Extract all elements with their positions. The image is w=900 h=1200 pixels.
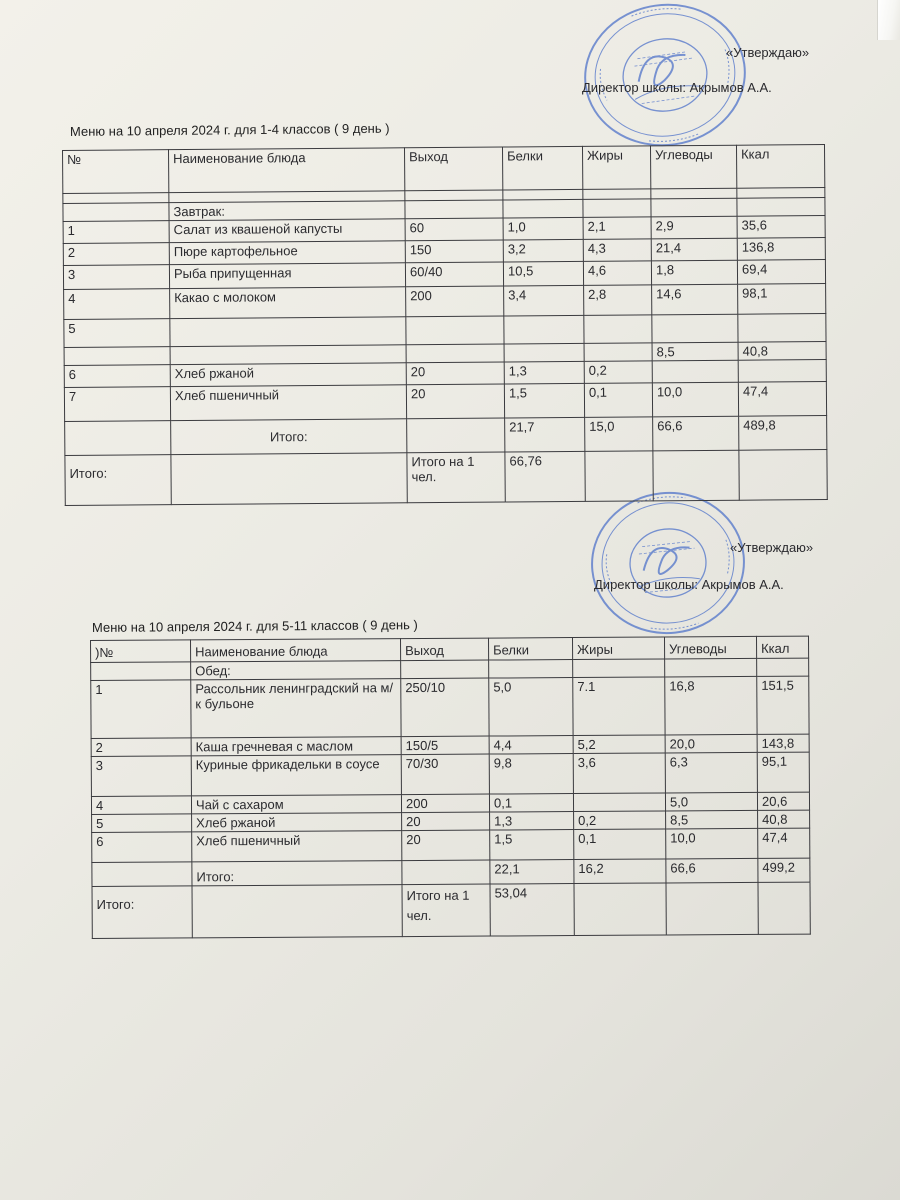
kcal: 95,1 (757, 752, 809, 792)
proteins: 1,5 (504, 383, 584, 418)
total-fats: 16,2 (574, 859, 666, 884)
fats: 4,6 (583, 261, 651, 286)
row-number: 1 (91, 680, 191, 739)
round-seal-bottom (581, 480, 756, 646)
carbs: 16,8 (665, 676, 757, 735)
grand-total-label: Итого: (65, 455, 171, 506)
portion: 20 (406, 384, 504, 419)
proteins: 10,5 (503, 261, 583, 286)
proteins (504, 315, 584, 344)
table-row (91, 752, 809, 796)
dish-name: Хлеб ржаной (192, 813, 402, 832)
director-signature-line: Директор школы: Акрымов А.А. (582, 80, 772, 95)
carbs: 2,9 (651, 216, 737, 239)
header-cell: Жиры (582, 146, 650, 190)
row-number: 2 (63, 243, 169, 266)
dish-name: Куриные фрикадельки в соусе (191, 755, 401, 796)
dish-name: Какао с молоком (170, 287, 406, 319)
portion: 150 (405, 240, 503, 263)
carbs: 8,5 (652, 342, 738, 361)
fats: 3,6 (573, 753, 665, 794)
grand-total-label: Итого: (92, 886, 192, 939)
header-cell: Жиры (572, 637, 664, 660)
total-label: Итого: (171, 419, 407, 455)
header-cell: Выход (400, 638, 488, 661)
proteins: 0,1 (489, 794, 573, 813)
section-label: Завтрак: (169, 201, 405, 221)
row-number: 3 (91, 756, 191, 797)
header-cell: Углеводы (650, 145, 736, 189)
carbs (652, 360, 738, 383)
page-corner (877, 0, 900, 40)
total-label: Итого: (192, 861, 402, 886)
kcal: 143,8 (757, 734, 809, 752)
approval-label: «Утверждаю» (726, 45, 810, 60)
dish-name: Хлеб пшеничный (192, 831, 402, 862)
kcal: 40,8 (738, 342, 826, 361)
portion: 20 (406, 362, 504, 385)
header-cell: Выход (404, 147, 502, 191)
total-proteins: 21,7 (505, 417, 585, 452)
menu-table-1-4 (62, 144, 828, 506)
fats (584, 343, 652, 362)
header-cell: Ккал (756, 636, 808, 658)
menu-title-1-4: Меню на 10 апреля 2024 г. для 1-4 классов ( 9 день ) (69, 120, 390, 139)
per-person-label: Итого на 1 чел. (407, 452, 505, 503)
total-carbs: 66,6 (653, 416, 739, 451)
table-header-row (63, 145, 825, 194)
row-number: 1 (63, 221, 169, 244)
header-cell: Ккал (736, 145, 824, 189)
portion: 70/30 (401, 754, 489, 795)
kcal: 40,8 (758, 810, 810, 828)
kcal: 35,6 (737, 216, 825, 239)
proteins: 1,3 (490, 812, 574, 831)
carbs: 21,4 (651, 238, 737, 261)
carbs: 1,8 (651, 260, 737, 285)
kcal: 47,4 (758, 828, 810, 858)
kcal: 136,8 (737, 238, 825, 261)
section-label: Обед: (191, 661, 401, 680)
header-cell: )№ (91, 640, 191, 663)
fats: 0,1 (574, 829, 666, 860)
proteins: 4,4 (489, 736, 573, 755)
table-row (92, 828, 810, 862)
carbs (652, 314, 738, 343)
total-fats: 15,0 (585, 417, 653, 452)
dish-name: Хлеб ржаной (170, 363, 406, 387)
dish-name: Хлеб пшеничный (170, 385, 406, 421)
portion: 20 (402, 812, 490, 831)
dish-name: Пюре картофельное (169, 241, 405, 265)
dish-name (170, 317, 406, 347)
dish-name (170, 345, 406, 365)
fats: 4,3 (583, 239, 651, 262)
kcal: 47,4 (738, 382, 826, 417)
menu-title-5-11: Меню на 10 апреля 2024 г. для 5-11 классов ( 9 день ) (91, 617, 418, 635)
row-number: 6 (64, 365, 170, 388)
table-row (91, 676, 809, 738)
kcal (738, 360, 826, 383)
carbs: 10,0 (666, 828, 758, 859)
grand-total-row (92, 882, 810, 938)
per-person-label: Итого на 1 чел. (402, 884, 490, 937)
portion: 200 (401, 794, 489, 813)
proteins: 5,0 (489, 678, 573, 737)
fats: 2,1 (583, 217, 651, 240)
portion (406, 316, 504, 345)
fats (584, 315, 652, 344)
row-number (64, 347, 170, 366)
portion (406, 344, 504, 363)
proteins: 1,3 (504, 361, 584, 384)
carbs: 8,5 (666, 810, 758, 829)
grand-total-row (65, 450, 827, 506)
fats: 0,2 (574, 811, 666, 830)
dish-name: Салат из квашеной капусты (169, 219, 405, 243)
row-number: 4 (91, 796, 191, 815)
fats: 2,8 (584, 285, 652, 316)
menu-table-5-11 (90, 636, 811, 939)
carbs: 10,0 (652, 382, 738, 417)
row-number: 4 (64, 289, 170, 320)
proteins: 1,0 (503, 217, 583, 240)
carbs: 20,0 (665, 734, 757, 753)
carbs: 5,0 (665, 792, 757, 811)
proteins: 1,5 (490, 830, 574, 861)
approval-label: «Утверждаю» (730, 540, 814, 555)
fats: 0,1 (584, 383, 652, 418)
dish-name: Каша гречневая с маслом (191, 737, 401, 756)
kcal: 20,6 (757, 792, 809, 810)
total-proteins: 22,1 (490, 860, 574, 885)
kcal: 69,4 (737, 260, 825, 285)
header-cell: Наименование блюда (191, 639, 401, 662)
kcal: 98,1 (738, 284, 826, 315)
total-carbs: 66,6 (666, 858, 758, 883)
dish-name: Рассольник ленинградский на м/к бульоне (191, 679, 401, 738)
portion: 150/5 (401, 736, 489, 755)
header-cell: Углеводы (664, 636, 756, 659)
row-number: 5 (64, 319, 170, 348)
header-cell: Белки (502, 146, 582, 190)
row-number: 7 (64, 387, 170, 422)
portion: 250/10 (401, 678, 489, 737)
director-signature-line: Директор школы: Акрымов А.А. (594, 577, 784, 592)
kcal (738, 314, 826, 343)
header-cell: Белки (488, 638, 572, 661)
proteins (504, 343, 584, 362)
row-number: 6 (92, 832, 192, 863)
per-person-value: 53,04 (490, 884, 574, 937)
total-kcal: 489,8 (739, 416, 827, 451)
fats: 0,2 (584, 361, 652, 384)
carbs: 14,6 (652, 284, 738, 315)
fats: 7.1 (573, 677, 665, 736)
fats: 5,2 (573, 735, 665, 754)
row-number: 2 (91, 738, 191, 757)
row-number: 5 (92, 814, 192, 833)
proteins: 3,4 (504, 285, 584, 316)
fats (573, 793, 665, 812)
portion: 20 (402, 830, 490, 861)
total-kcal: 499,2 (758, 858, 810, 882)
carbs: 6,3 (665, 752, 757, 793)
header-cell: № (63, 150, 169, 194)
portion: 200 (406, 286, 504, 317)
kcal: 151,5 (757, 676, 809, 734)
row-number: 3 (63, 265, 169, 290)
per-person-value: 66,76 (505, 451, 585, 502)
dish-name: Чай с сахаром (191, 795, 401, 814)
proteins: 3,2 (503, 239, 583, 262)
proteins: 9,8 (489, 754, 573, 795)
header-cell: Наименование блюда (169, 148, 405, 193)
portion: 60 (405, 218, 503, 241)
dish-name: Рыба припущенная (169, 263, 405, 289)
portion: 60/40 (405, 262, 503, 287)
